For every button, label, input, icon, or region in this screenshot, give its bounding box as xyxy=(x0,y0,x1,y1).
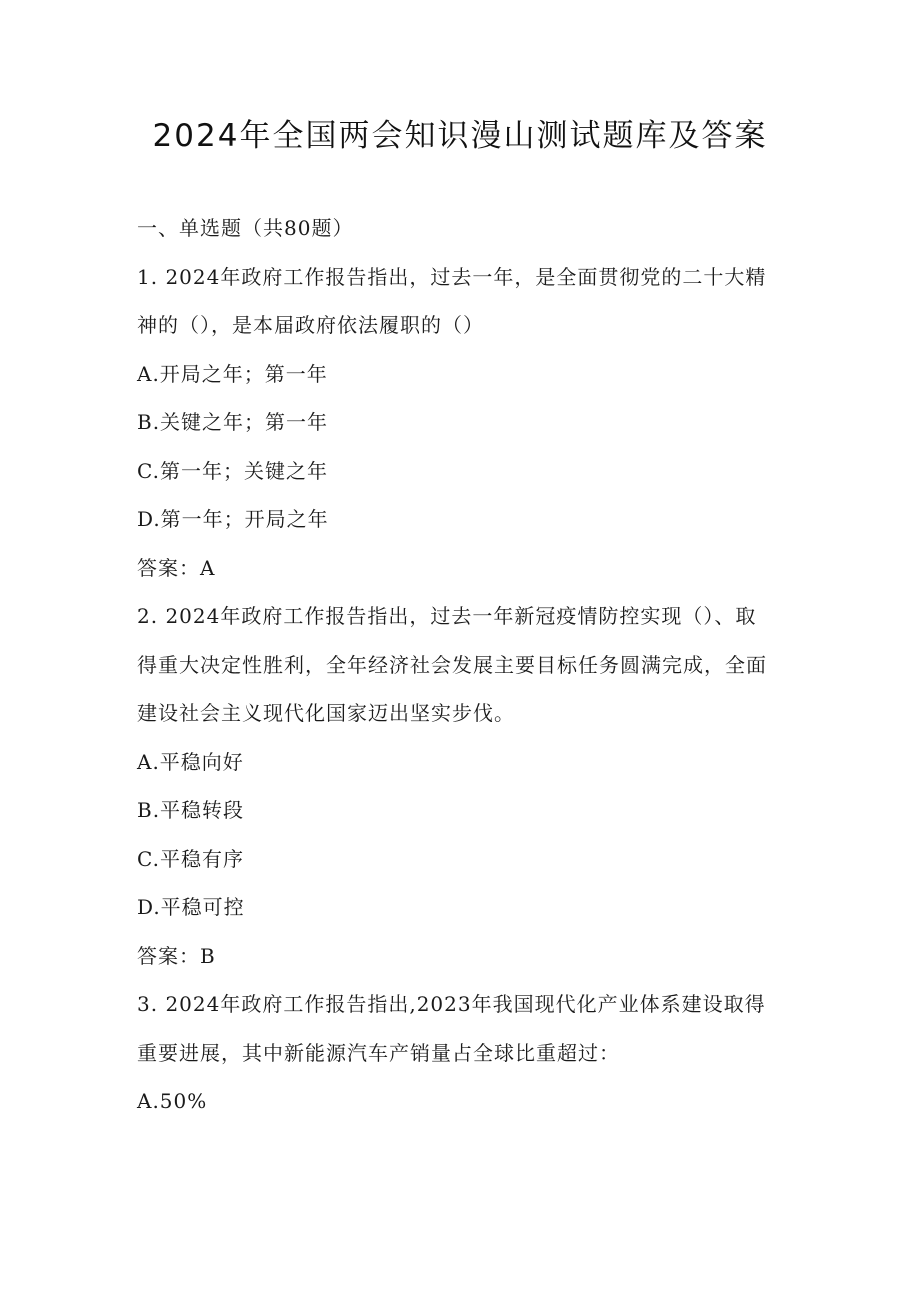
question-1-option-a: A.开局之年；第一年 xyxy=(137,361,328,386)
question-3-line-2: 重要进展，其中新能源汽车产销量占全球比重超过： xyxy=(137,1040,620,1065)
question-2-option-a: A.平稳向好 xyxy=(137,749,244,774)
question-1-option-d: D.第一年；开局之年 xyxy=(137,507,329,531)
question-1-option-c: C.第一年；关键之年 xyxy=(137,458,328,483)
question-2-option-d: D.平稳可控 xyxy=(137,895,245,919)
document-title: 2024年全国两会知识漫山测试题库及答案 xyxy=(152,118,768,154)
question-1-line-2: 神的（），是本届政府依法履职的（） xyxy=(137,313,484,337)
document-body xyxy=(137,204,787,1126)
question-2-answer: 答案：B xyxy=(137,943,216,968)
question-2-option-b: B.平稳转段 xyxy=(137,798,245,822)
question-2-line-3: 建设社会主义现代化国家迈出坚实步伐。 xyxy=(137,701,515,725)
question-1-line-1: 1. 2024年政府工作报告指出，过去一年，是全面贯彻党的二十大精 xyxy=(137,264,767,289)
question-1-answer: 答案：A xyxy=(137,555,216,580)
question-2-line-2: 得重大决定性胜利，全年经济社会发展主要目标任务圆满完成，全面 xyxy=(137,652,767,677)
question-1-option-b: B.关键之年；第一年 xyxy=(137,410,329,434)
section-heading: 一、单选题（共80题） xyxy=(137,216,354,240)
question-2-option-c: C.平稳有序 xyxy=(137,846,244,871)
question-3-option-a: A.50% xyxy=(137,1089,208,1113)
question-2-line-1: 2. 2024年政府工作报告指出，过去一年新冠疫情防控实现（）、取 xyxy=(137,604,757,628)
question-3-line-1: 3. 2024年政府工作报告指出,2023年我国现代化产业体系建设取得 xyxy=(137,992,766,1016)
